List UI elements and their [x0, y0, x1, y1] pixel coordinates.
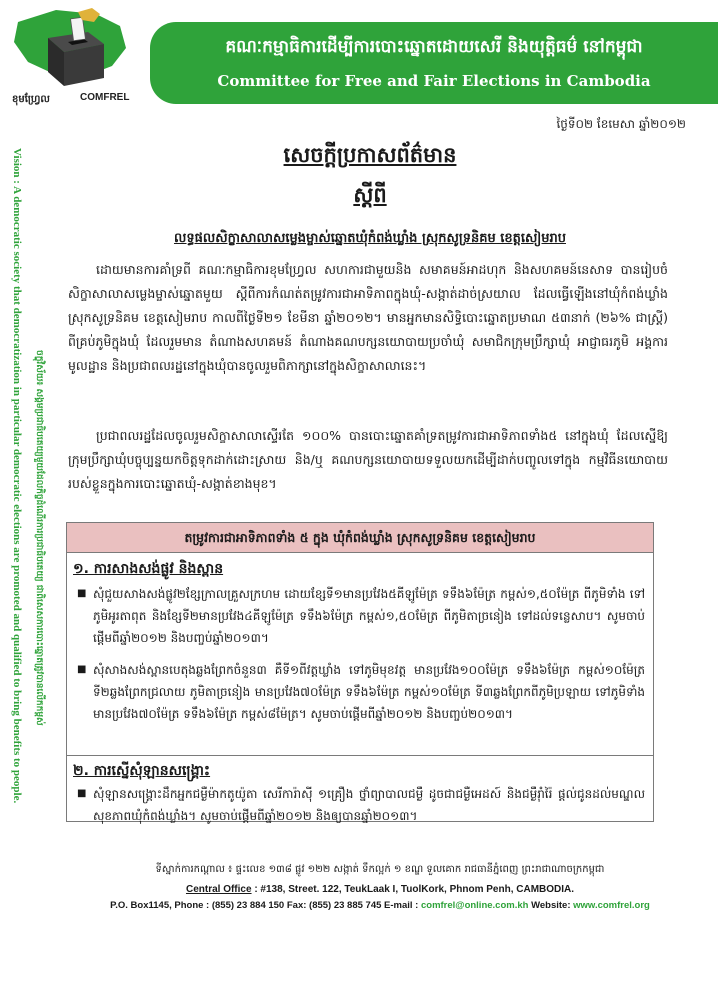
priority-table-header: តម្រូវការជាអាទិភាពទាំង ៥ ក្នុង ឃុំកំពង់ឃ្លាំង ស្រុកសូទ្រនិគម ខេត្តសៀមរាប	[67, 523, 653, 553]
ballot-box-map-icon	[8, 4, 158, 94]
bullet-square-icon: ■	[77, 788, 87, 799]
org-name-english: Committee for Free and Fair Elections in Cambodia	[217, 72, 651, 90]
body-paragraph-2: ប្រជាពលរដ្ឋដែលចូលរួមសិក្ខាសាលាស្ទើរតែ ១០០% បានបោះឆ្នោតគាំទ្រតម្រូវការជាអាទិភាពទាំង៥ នៅក្នុងឃុំ ដែលស្នើឱ្យក្រុមប្រឹក្សាឃុំបច្ចុប្បន្នយកចិត្តទុកដាក់ដោះស្រាយ និង/ឬ គណបក្សនយោបាយទទួលយកដើម្បីដាក់បញ្ចូលទៅក្នុង កម្មវិធីនយោបាយរបស់ខ្លួនក្នុងការបោះឆ្នោតឃុំ-សង្កាត់ខាងមុខ។	[68, 428, 668, 491]
footer-address-khmer: ទីស្នាក់ការកណ្តាល ៖ ផ្ទះលេខ ១៣៨ ផ្លូវ ១២២ សង្កាត់ ទឹកល្អក់ ១ ខណ្ឌ ទួលគោក រាជធានីភ្នំពេញ ព្រះរាជាណាចក្រកម្ពុជា	[155, 864, 605, 875]
contact-phone-fax: P.O. Box1145, Phone : (855) 23 884 150 Fax: (855) 23 885 745	[110, 900, 382, 911]
comfrel-logo	[8, 4, 168, 110]
website-link[interactable]: www.comfrel.org	[573, 900, 650, 911]
press-release-subtitle: ស្តីពី	[353, 183, 387, 207]
website-label: Website:	[528, 900, 574, 911]
list-item-text: សុំជួយសាងសង់ផ្លូវ២ខ្សែក្រាលគ្រួសក្រហម ដោយខ្សែទី១មានប្រវែង៥គីឡូម៉ែត្រ ទទឹង៦ម៉ែត្រ កម្ពស់១,៥០ម៉ែត្រ ពីភូមិទាំង ទៅភូមិអូរតាពុត និងខ្សែទី២មានប្រវែង៤គីឡូម៉ែត្រ ទទឹង៦ម៉ែត្រ កម្ពស់១,៥០ម៉ែត្រ ពីភូមិតាច្រនៀង ទៅដល់ទន្លេសាប។ សូមចាប់ផ្តើមពីឆ្នាំ២០១២ និងបញ្ចប់ឆ្នាំ២០១៣។	[93, 587, 645, 645]
body-paragraph-1: ដោយមានការគាំទ្រពី គណៈកម្មាធិការខុមហ្វ្រែល សហការជាមួយនិង សមាគមន៍អាដហុក និងសហគមន៍នេសាទ បានរៀបចំសិក្ខាសាលាសម្លេងម្ចាស់ឆ្នោតមួយ ស្តីពីការកំណត់តម្រូវការជាអាទិភាពក្នុងឃុំ-សង្កាត់ដាច់ស្រយាល ដែលធ្វើឡើងនៅឃុំកំពង់ឃ្លាំង ស្រុកសូទ្រនិគម ខេត្តសៀមរាប កាលពីថ្ងៃទី២១ ខែមីនា ឆ្នាំ២០១២។ មានអ្នកមានសិទ្ធិបោះឆ្នោតប្រមាណ ៥៣នាក់ (២៦% ជាស្ត្រី) ពីគ្រប់ភូមិក្នុងឃុំ ដែលរួមមាន តំណាងសហគមន៍ តំណាងគណបក្សនយោបាយប្រចាំឃុំ សមាជិកក្រុមប្រឹក្សាឃុំ អាជ្ញាធរភូមិ អង្គការមូលដ្ឋាន និងប្រជាពលរដ្ឋនៅក្នុងឃុំបានចូលរួមពិភាក្សានៅក្នុងសិក្ខាសាលានេះ។	[68, 262, 668, 373]
email-label: E-mail :	[384, 900, 421, 911]
section-divider	[67, 755, 653, 756]
central-office-address: : #138, Street. 122, TeukLaak I, TuolKork, Phnom Penh, CAMBODIA.	[251, 884, 575, 895]
list-item	[77, 783, 645, 827]
vision-statement-khmer: ចក្ខុវិស័យ៖ សង្គមប្រជាធិបតេយ្យមួយដែលកិច្ចដំណើរការប្រជាធិបតេយ្យ ជាពិសេសការបោះឆ្នោតត្រូវបានលើកកម្ពស់	[34, 350, 44, 726]
list-item	[77, 583, 645, 649]
bullet-square-icon: ■	[77, 664, 87, 675]
logo-text-english: COMFREL	[80, 92, 130, 103]
header-banner	[150, 22, 718, 104]
logo-text-khmer: ខុមហ្វ្រែល	[12, 94, 50, 105]
vision-sidebar	[6, 148, 28, 898]
priority-table	[66, 522, 654, 822]
section-2-title: ២. ការស្នើសុំឡានសង្គ្រោះ	[73, 763, 211, 779]
central-office-label: Central Office	[185, 884, 252, 895]
vision-statement: Vision : A democratic society that democratization in particular democratic elections are promoted and qualified to bring benefits to people.	[11, 148, 23, 804]
bullet-square-icon: ■	[77, 588, 87, 599]
section-1-title: ១. ការសាងសង់ផ្លូវ និងស្ពាន	[73, 561, 224, 577]
page-header	[0, 0, 720, 131]
press-release-topic: លទ្ធផលសិក្ខាសាលាសម្លេងម្ចាស់ឆ្នោតឃុំកំពង់ឃ្លាំង ស្រុកសូទ្រនិគម ខេត្តសៀមរាប	[173, 231, 566, 246]
list-item	[77, 659, 645, 725]
list-item-text: សុំសាងសង់ស្ពានបេតុងឆ្លងព្រែកចំនួន៣ គឺទី១ពីវត្តឃ្លាំង ទៅភូមិមុខវត្ត មានប្រវែង១០០ម៉ែត្រ ទទឹង៦ម៉ែត្រ កម្ពស់១០ម៉ែត្រ ទី២ឆ្លងព្រែកជ្រលាយ ភូមិតាច្រនៀង មានប្រវែង៧០ម៉ែត្រ ទទឹង៦ម៉ែត្រ កម្ពស់១០ម៉ែត្រ ទី៣ឆ្លងព្រែកពីភូមិប្រឡាយ ទៅភូមិទាំង មានប្រវែង៧០ម៉ែត្រ ទទឹង៦ម៉ែត្រ កម្ពស់៨ម៉ែត្រ។ សូមចាប់ផ្តើមពីឆ្នាំ២០១២ និងបញ្ចប់២០១៣។	[93, 663, 645, 721]
list-item-text: សុំឡានសង្គ្រោះដឹកអ្នកជម្ងឺម៉ាកតូយ៉ូតា សេរីការ៉ាស៊ី ១គ្រឿង ថ្នាំព្យាបាលជម្ងឺ ដូចជាជម្ងឺអេដស៍ និងជម្ងឺរ៉ាំរ៉ៃ ផ្តល់ជូនដល់មណ្ឌលសុខភាពឃុំកំពង់ឃ្លាំង។ សូមចាប់ផ្តើមពីឆ្នាំ២០១២ និងឲ្យបានឆ្នាំ២០១៣។	[93, 787, 645, 823]
footer-contact	[60, 900, 700, 911]
org-name-khmer: គណៈកម្មាធិការដើម្បីការបោះឆ្នោតដោយសេរី និងយុត្តិធម៌ នៅកម្ពុជា	[225, 37, 643, 57]
footer-central-office	[60, 884, 700, 895]
vision-khmer-sidebar	[28, 350, 50, 770]
email-link[interactable]: comfrel@online.com.kh	[420, 900, 529, 911]
press-release-title: សេចក្តីប្រកាសព័ត៌មាន	[283, 143, 457, 167]
document-date: ថ្ងៃទី០២ ខែមេសា ឆ្នាំ២០១២	[556, 117, 686, 131]
